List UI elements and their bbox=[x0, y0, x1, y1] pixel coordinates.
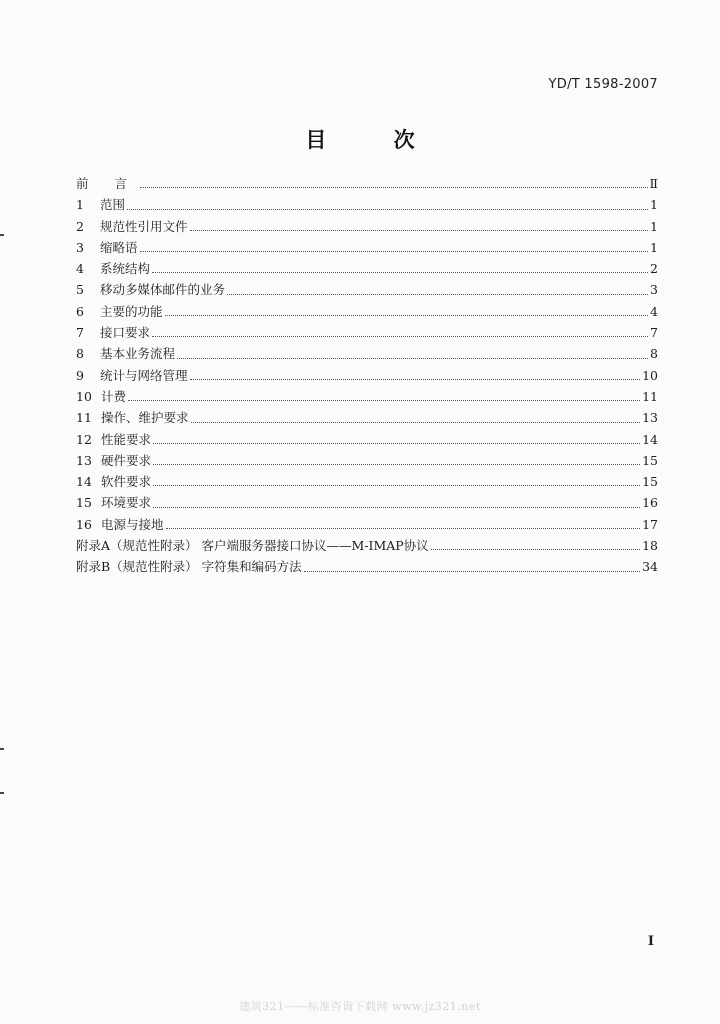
toc-entry-page: 1 bbox=[650, 218, 658, 234]
toc-entry-label: 附录B（规范性附录） 字符集和编码方法 bbox=[76, 559, 302, 575]
toc-entry-label: 硬件要求 bbox=[101, 452, 152, 468]
toc-leader-dots bbox=[152, 335, 648, 337]
toc-entry-label: 软件要求 bbox=[101, 474, 152, 490]
toc-entry-page: 16 bbox=[642, 495, 658, 511]
toc-entry-page: 17 bbox=[642, 516, 658, 532]
toc-entry-number: 15 bbox=[76, 495, 92, 511]
toc-leader-dots bbox=[153, 442, 640, 444]
toc-entry-page: 4 bbox=[650, 303, 658, 319]
toc-leader-dots bbox=[191, 421, 641, 423]
toc-entry-number: 14 bbox=[76, 474, 92, 490]
toc-entry-foreword[interactable] bbox=[76, 173, 658, 194]
toc-entry-label: 计费 bbox=[101, 388, 127, 404]
toc-entry-14[interactable] bbox=[76, 471, 658, 492]
toc-entry-label: 接口要求 bbox=[100, 325, 151, 341]
page-number: I bbox=[647, 934, 654, 949]
toc-entry-label: 缩略语 bbox=[100, 239, 138, 255]
watermark-text: 建筑321——标准咨询下载网 www.jz321.net bbox=[239, 1000, 481, 1013]
toc-entry-10[interactable] bbox=[76, 386, 658, 407]
toc-entry-13[interactable] bbox=[76, 450, 658, 471]
toc-entry-page: 13 bbox=[642, 410, 658, 426]
toc-leader-dots bbox=[127, 208, 648, 210]
table-of-contents bbox=[76, 173, 658, 578]
toc-entry-label: 规范性引用文件 bbox=[100, 218, 188, 234]
toc-entry-page: 34 bbox=[642, 559, 658, 575]
toc-entry-number: 6 bbox=[76, 303, 84, 319]
toc-entry-16[interactable] bbox=[76, 514, 658, 535]
toc-leader-dots bbox=[140, 186, 648, 188]
toc-entry-page: 10 bbox=[642, 367, 658, 383]
toc-entry-appendix-b[interactable] bbox=[76, 556, 658, 577]
toc-entry-page: 18 bbox=[642, 538, 658, 554]
toc-entry-label: 基本业务流程 bbox=[100, 346, 176, 362]
toc-entry-number: 12 bbox=[76, 431, 92, 447]
toc-entry-number: 10 bbox=[76, 388, 92, 404]
toc-entry-label: 主要的功能 bbox=[100, 303, 163, 319]
toc-leader-dots bbox=[190, 229, 648, 231]
scan-edge-mark bbox=[0, 748, 4, 750]
toc-entry-appendix-a[interactable] bbox=[76, 535, 658, 556]
toc-leader-dots bbox=[152, 271, 648, 273]
toc-entry-page: 2 bbox=[650, 261, 658, 277]
toc-entry-number: 3 bbox=[76, 239, 84, 255]
toc-leader-dots bbox=[153, 484, 640, 486]
toc-entry-number: 4 bbox=[76, 261, 84, 277]
toc-entry-label: 系统结构 bbox=[100, 261, 151, 277]
toc-entry-label: 环境要求 bbox=[101, 495, 152, 511]
toc-entry-label: 性能要求 bbox=[101, 431, 152, 447]
toc-entry-4[interactable] bbox=[76, 258, 658, 279]
toc-entry-page: 11 bbox=[642, 388, 658, 404]
toc-entry-2[interactable] bbox=[76, 216, 658, 237]
toc-entry-label: 前 言 bbox=[76, 176, 138, 191]
toc-entry-15[interactable] bbox=[76, 492, 658, 513]
toc-leader-dots bbox=[166, 527, 641, 529]
toc-entry-3[interactable] bbox=[76, 237, 658, 258]
toc-entry-1[interactable] bbox=[76, 194, 658, 215]
toc-leader-dots bbox=[128, 399, 640, 401]
toc-entry-number: 8 bbox=[76, 346, 84, 362]
toc-entry-8[interactable] bbox=[76, 343, 658, 364]
toc-entry-number: 7 bbox=[76, 325, 84, 341]
toc-leader-dots bbox=[227, 293, 648, 295]
toc-entry-number: 9 bbox=[76, 367, 84, 383]
toc-entry-label: 附录A（规范性附录） 客户端服务器接口协议——M-IMAP协议 bbox=[76, 538, 429, 554]
toc-entry-5[interactable] bbox=[76, 279, 658, 300]
toc-title: 目 次 bbox=[305, 128, 445, 152]
toc-entry-page: 3 bbox=[650, 282, 658, 298]
toc-entry-6[interactable] bbox=[76, 301, 658, 322]
toc-entry-page: 1 bbox=[650, 197, 658, 213]
toc-entry-number: 11 bbox=[76, 410, 92, 426]
toc-leader-dots bbox=[165, 314, 648, 316]
toc-leader-dots bbox=[153, 463, 640, 465]
toc-entry-number: 5 bbox=[76, 282, 84, 298]
toc-entry-page: 1 bbox=[650, 239, 658, 255]
toc-leader-dots bbox=[431, 548, 640, 550]
toc-entry-page: Ⅱ bbox=[649, 176, 658, 191]
toc-entry-11[interactable] bbox=[76, 407, 658, 428]
toc-entry-7[interactable] bbox=[76, 322, 658, 343]
toc-entry-12[interactable] bbox=[76, 429, 658, 450]
toc-entry-number: 2 bbox=[76, 218, 84, 234]
toc-entry-9[interactable] bbox=[76, 365, 658, 386]
toc-entry-label: 范围 bbox=[100, 197, 126, 213]
toc-entry-page: 15 bbox=[642, 474, 658, 490]
toc-leader-dots bbox=[304, 570, 640, 572]
toc-entry-label: 电源与接地 bbox=[101, 516, 164, 532]
document-code: YD/T 1598-2007 bbox=[548, 77, 658, 92]
toc-entry-label: 移动多媒体邮件的业务 bbox=[100, 282, 226, 298]
toc-entry-label: 操作、维护要求 bbox=[101, 410, 189, 426]
toc-entry-page: 8 bbox=[650, 346, 658, 362]
toc-entry-number: 1 bbox=[76, 197, 84, 213]
toc-leader-dots bbox=[177, 357, 648, 359]
toc-leader-dots bbox=[153, 506, 640, 508]
toc-leader-dots bbox=[190, 378, 641, 380]
scan-edge-mark bbox=[0, 234, 4, 236]
toc-entry-number: 13 bbox=[76, 452, 92, 468]
toc-entry-page: 7 bbox=[650, 325, 658, 341]
toc-leader-dots bbox=[140, 250, 648, 252]
toc-entry-page: 14 bbox=[642, 431, 658, 447]
scan-edge-mark bbox=[0, 792, 4, 794]
toc-entry-page: 15 bbox=[642, 452, 658, 468]
toc-entry-number: 16 bbox=[76, 516, 92, 532]
toc-entry-label: 统计与网络管理 bbox=[100, 367, 188, 383]
